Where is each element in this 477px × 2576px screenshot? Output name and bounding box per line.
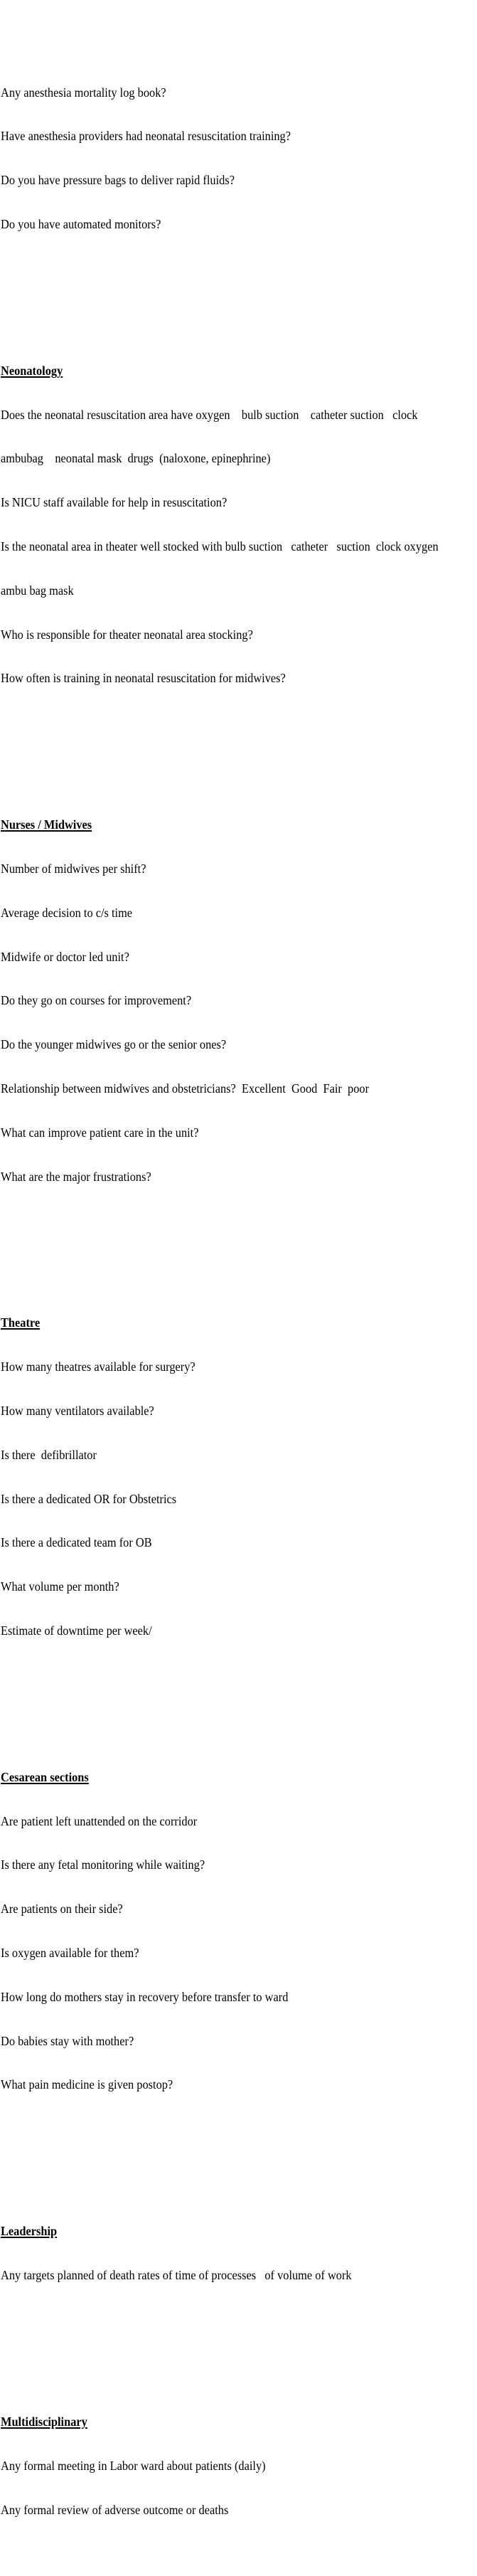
question-line: Is there defibrillator	[1, 1447, 97, 1462]
question-line: Do babies stay with mother?	[1, 2033, 134, 2048]
question-line: Is there any fetal monitoring while waiting?	[1, 1857, 205, 1872]
question-line: Estimate of downtime per week/	[1, 1623, 152, 1638]
question-line: Is oxygen available for them?	[1, 1945, 139, 1960]
question-line: Are patients on their side?	[1, 1902, 123, 1917]
question-line: Do you have automated monitors?	[1, 216, 161, 231]
question-line: Any anesthesia mortality log book?	[1, 85, 166, 100]
question-line: ambubag neonatal mask drugs (naloxone, epinephrine)	[1, 451, 271, 466]
question-line: How often is training in neonatal resuscitation for midwives?	[1, 671, 286, 686]
section-cesarean-sections	[1, 1741, 457, 2121]
question-line: Do you have pressure bags to deliver rapid fluids?	[1, 173, 235, 188]
question-line: Do they go on courses for improvement?	[1, 993, 192, 1008]
question-line: What can improve patient care in the unit?	[1, 1125, 199, 1140]
question-line: Any formal meeting in Labor ward about patients (daily)	[1, 2458, 266, 2473]
section-heading-nurses-midwives: Nurses / Midwives	[1, 817, 92, 832]
question-line: Number of midwives per shift?	[1, 862, 146, 876]
question-line: How many ventilators available?	[1, 1404, 154, 1418]
question-line: Does the neonatal resuscitation area have oxygen bulb suction catheter suction clock	[1, 407, 418, 422]
section-leadership	[1, 2195, 457, 2312]
question-line: Who is responsible for theater neonatal area stocking?	[1, 627, 253, 642]
section-neonatology	[1, 334, 457, 715]
question-line: Is there a dedicated team for OB	[1, 1535, 152, 1550]
question-line: Any targets planned of death rates of time of processes of volume of work	[1, 2268, 352, 2283]
question-line: What pain medicine is given postop?	[1, 2077, 173, 2092]
question-line: What volume per month?	[1, 1579, 119, 1594]
question-line: Relationship between midwives and obstetricians? Excellent Good Fair poor	[1, 1081, 370, 1096]
section-nurses-midwives	[1, 788, 457, 1213]
question-line: How many theatres available for surgery?	[1, 1359, 195, 1374]
question-line: How long do mothers stay in recovery before transfer to ward	[1, 1989, 289, 2004]
section-heading-multidisciplinary: Multidisciplinary	[1, 2414, 87, 2429]
section-heading-neonatology: Neonatology	[1, 363, 63, 378]
question-line: Is the neonatal area in theater well stocked with bulb suction catheter suction clock oxygen	[1, 539, 439, 553]
section-theatre	[1, 1286, 457, 1667]
section-heading-theatre: Theatre	[1, 1315, 41, 1330]
question-line: What are the major frustrations?	[1, 1169, 151, 1184]
question-line: Average decision to c/s time	[1, 905, 133, 920]
section-anesthesia	[1, 55, 457, 260]
section-heading-cesarean-sections: Cesarean sections	[1, 1769, 89, 1784]
question-line: Is there a dedicated OR for Obstetrics	[1, 1491, 177, 1506]
section-multidisciplinary	[1, 2385, 457, 2547]
question-line: Do the younger midwives go or the senior ones?	[1, 1037, 227, 1052]
question-line: Are patient left unattended on the corridor	[1, 1813, 198, 1828]
question-line: Have anesthesia providers had neonatal resuscitation training?	[1, 129, 291, 144]
question-line: Midwife or doctor led unit?	[1, 949, 129, 964]
question-line: Is NICU staff available for help in resuscitation?	[1, 495, 227, 510]
question-line: Any formal review of adverse outcome or deaths	[1, 2502, 229, 2517]
section-heading-leadership: Leadership	[1, 2224, 58, 2239]
question-line: ambu bag mask	[1, 583, 74, 598]
questionnaire-document	[1, 0, 457, 2576]
